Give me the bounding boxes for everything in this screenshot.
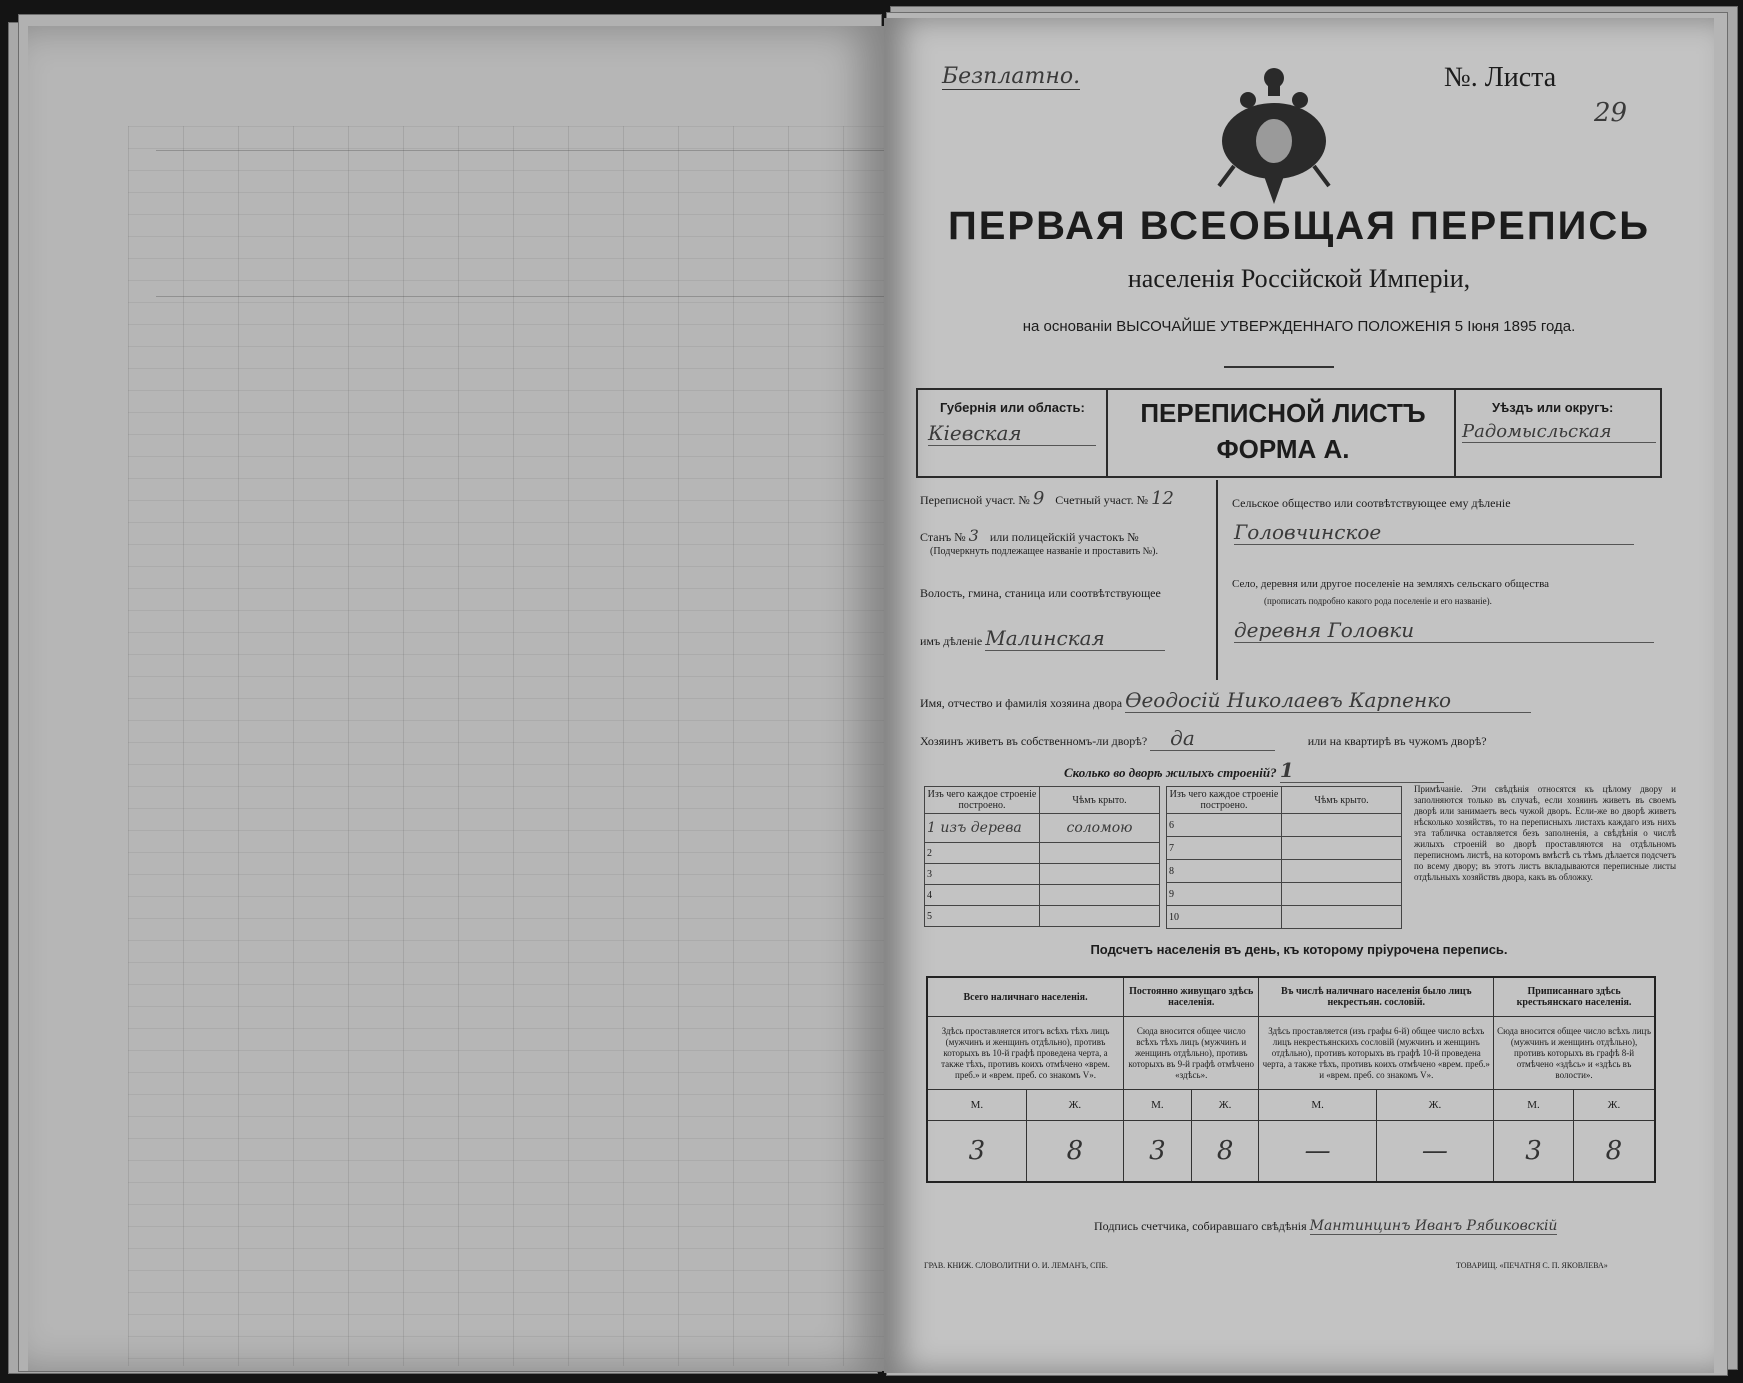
total-present-female: 8 bbox=[1026, 1121, 1123, 1183]
group-title-row bbox=[927, 977, 1655, 1017]
form-header-box bbox=[916, 388, 1662, 478]
table-row bbox=[1167, 814, 1402, 837]
table-row bbox=[1167, 883, 1402, 906]
census-area-field bbox=[920, 488, 1220, 509]
table-cell bbox=[1040, 864, 1160, 885]
right-page bbox=[884, 18, 1714, 1373]
own-yard-field bbox=[920, 726, 1670, 750]
form-title: ФОРМА А. bbox=[1216, 434, 1350, 464]
row-number: 6 bbox=[1167, 814, 1282, 837]
row-number: 9 bbox=[1167, 883, 1282, 906]
owner-value: Ѳеодосій Николаевъ Карпенко bbox=[1125, 688, 1531, 713]
count-title: Подсчетъ населенія въ день, къ которому пріурочена перепись. bbox=[1090, 942, 1508, 957]
legal-basis: на основаніи ВЫСОЧАЙШЕ УТВЕРЖДЕННАГО ПОЛОЖЕНІЯ 5 Іюня 1895 года. bbox=[1022, 318, 1576, 335]
total-present-desc: Здѣсь проставляется итогъ всѣхъ тѣхъ лицъ (мужчинъ и женщинъ отдѣльно), противъ которыхъ въ 10-й графѣ проведена черта, а также тѣхъ, противъ коихъ отмѣчено «врем. преб.» и «врем. преб. со знакомъ V». bbox=[927, 1017, 1124, 1090]
village-label: Село, деревня или другое поселеніе на земляхъ сельскаго общества bbox=[1232, 578, 1550, 590]
province-cell bbox=[918, 390, 1108, 476]
registered-peasant-male: 3 bbox=[1494, 1121, 1574, 1183]
male-label: М. bbox=[1124, 1090, 1192, 1121]
stan-field bbox=[920, 526, 1220, 545]
row-number: 10 bbox=[1167, 906, 1282, 929]
left-page bbox=[28, 26, 884, 1371]
stan-value: 3 bbox=[968, 526, 979, 545]
non-peasant-male: — bbox=[1259, 1121, 1376, 1183]
total-present-header: Всего наличнаго населенія. bbox=[927, 977, 1124, 1017]
village-note: (прописать подробно какого рода поселеніе и его названіе). bbox=[1264, 596, 1492, 606]
table-row bbox=[925, 864, 1160, 885]
owner-field bbox=[920, 688, 1670, 712]
census-area-label: Переписной участ. № bbox=[920, 493, 1030, 507]
permanent-desc: Сюда вносится общее число всѣхъ тѣхъ лицъ (мужчинъ и женщинъ отдѣльно), противъ которыхъ въ 9-й графѣ отмѣчено «здѣсь». bbox=[1124, 1017, 1259, 1090]
table-row bbox=[925, 814, 1160, 843]
ledger-grid bbox=[128, 126, 898, 1366]
police-label: или полицейскій участокъ № bbox=[989, 530, 1139, 544]
signature-value: Мантинцинъ Иванъ Рябиковскій bbox=[1309, 1218, 1558, 1234]
imprint-right: ТОВАРИЩ. «ПЕЧАТНЯ С. П. ЯКОВЛЕВА» bbox=[1456, 1261, 1608, 1270]
table-row bbox=[925, 906, 1160, 927]
owner-label: Имя, отчество и фамилія хозяина двора bbox=[920, 696, 1123, 710]
volost-field bbox=[920, 626, 1220, 650]
population-count-table bbox=[926, 976, 1656, 1183]
rent-label: или на квартирѣ въ чужомъ дворѣ? bbox=[1307, 734, 1487, 748]
material-value: изъ дерева bbox=[940, 820, 1022, 836]
row-number: 7 bbox=[1167, 837, 1282, 860]
female-label: Ж. bbox=[1376, 1090, 1493, 1121]
material-header: Изъ чего каждое строеніе построено. bbox=[925, 787, 1040, 814]
table-cell bbox=[1040, 885, 1160, 906]
volost-value: Малинская bbox=[985, 626, 1165, 651]
row-number: 2 bbox=[925, 843, 1040, 864]
female-label: Ж. bbox=[1026, 1090, 1123, 1121]
buildings-value: 1 bbox=[1280, 758, 1444, 783]
table-row bbox=[925, 885, 1160, 906]
note-text: Примѣчаніе. Эти свѣдѣнія относятся къ цѣлому двору и заполняются только въ случаѣ, если хозяинъ живетъ въ своемъ дворѣ или занимаетъ весь чужой дворъ. Если-же во дворѣ живетъ нѣсколько хозяйствъ, то на переписныхъ листахъ каждаго изъ нихъ эта табличка оставляется безъ заполненія, а свѣдѣнія о числѣ жилыхъ строеній во дворѣ проставляются на отдѣльномъ переписномъ листѣ, на которомъ вмѣстѣ съ тѣмъ дѣлается подсчетъ по всему двору; въ этотъ листъ вкладываются переписные листы отдѣльныхъ хозяйствъ двора, какъ въ обложку. bbox=[1414, 784, 1676, 882]
row-number: 4 bbox=[925, 885, 1040, 906]
registered-peasant-desc: Сюда вносится общее число всѣхъ лицъ (мужчинъ и женщинъ отдѣльно), противъ которыхъ въ графѣ 8-й отмѣчено «здѣсь» и «здѣсь въ волости». bbox=[1494, 1017, 1655, 1090]
permanent-female: 8 bbox=[1191, 1121, 1259, 1183]
district-value: Радомысльская bbox=[1462, 421, 1656, 443]
roof-header: Чѣмъ крыто. bbox=[1282, 787, 1402, 814]
roof-value: соломою bbox=[1040, 814, 1160, 843]
ornament-divider bbox=[1224, 366, 1334, 368]
permanent-male: 3 bbox=[1124, 1121, 1192, 1183]
census-subtitle: населенія Россійской Имперіи, bbox=[1127, 264, 1471, 293]
sheet-label: №. Листа bbox=[1444, 62, 1557, 93]
table-cell bbox=[1282, 837, 1402, 860]
male-label: М. bbox=[927, 1090, 1026, 1121]
buildings-table-left bbox=[924, 786, 1160, 927]
row-number: 3 bbox=[925, 864, 1040, 885]
table-cell bbox=[1282, 814, 1402, 837]
sex-label-row bbox=[927, 1090, 1655, 1121]
table-cell bbox=[1282, 883, 1402, 906]
permanent-header: Постоянно живущаго здѣсь населенія. bbox=[1124, 977, 1259, 1017]
sheet-number-block bbox=[1444, 62, 1684, 128]
faded-table-header bbox=[156, 150, 896, 297]
society-label: Сельское общество или соотвѣтствующее ему дѣленіе bbox=[1232, 496, 1511, 510]
table-header-row bbox=[925, 787, 1160, 814]
male-label: М. bbox=[1494, 1090, 1574, 1121]
buildings-table-right bbox=[1166, 786, 1402, 929]
village-value: деревня Головки bbox=[1234, 618, 1654, 643]
imprint-left: ГРАВ. КНИЖ. СЛОВОЛИТНИ О. И. ЛЕМАНЪ, СПБ. bbox=[924, 1261, 1108, 1270]
signature-label: Подпись счетчика, собиравшаго свѣдѣнія bbox=[1094, 1219, 1307, 1233]
non-peasant-header: Въ числѣ наличнаго населенія было лицъ некрестьян. сословій. bbox=[1259, 977, 1494, 1017]
table-row bbox=[1167, 860, 1402, 883]
count-area-value: 12 bbox=[1151, 488, 1175, 509]
registered-peasant-header: Приписаннаго здѣсь крестьянскаго населенія. bbox=[1494, 977, 1655, 1017]
volost-label: Волость, гмина, станица или соотвѣтствующее bbox=[920, 586, 1161, 600]
table-cell bbox=[1282, 906, 1402, 929]
district-cell bbox=[1454, 390, 1662, 476]
own-yard-label: Хозяинъ живетъ въ собственномъ-ли дворѣ? bbox=[920, 734, 1148, 748]
table-cell bbox=[1040, 906, 1160, 927]
row-number: 8 bbox=[1167, 860, 1282, 883]
list-title: ПЕРЕПИСНОЙ ЛИСТЪ bbox=[1140, 398, 1426, 428]
table-row bbox=[1167, 906, 1402, 929]
double-headed-eagle-emblem bbox=[1214, 56, 1334, 206]
female-label: Ж. bbox=[1191, 1090, 1259, 1121]
province-label: Губернія или область: bbox=[940, 400, 1085, 415]
count-values-row bbox=[927, 1121, 1655, 1183]
table-cell bbox=[925, 814, 1040, 843]
census-area-value: 9 bbox=[1032, 488, 1045, 509]
buildings-field bbox=[1064, 758, 1564, 782]
society-value: Головчинское bbox=[1234, 520, 1634, 545]
non-peasant-desc: Здѣсь проставляется (изъ графы 6-й) общее число всѣхъ лицъ некрестьянскихъ сословій (мужчинъ и женщинъ отдѣльно), противъ которыхъ въ графѣ 10-й проведена черта, а также тѣхъ, противъ коихъ отмѣчено «врем. преб.» и «врем. преб. со знакомъ V». bbox=[1259, 1017, 1494, 1090]
district-label: Уѣздъ или округъ: bbox=[1492, 400, 1614, 415]
police-note: (Подчеркнуть подлежащее названіе и проставить №). bbox=[930, 546, 1158, 557]
field-column-divider bbox=[1216, 480, 1218, 680]
female-label: Ж. bbox=[1573, 1090, 1655, 1121]
count-area-label: Счетный участ. № bbox=[1055, 493, 1149, 507]
table-header-row bbox=[1167, 787, 1402, 814]
province-value: Кіевская bbox=[928, 421, 1096, 446]
free-label: Безплатно. bbox=[942, 64, 1081, 89]
non-peasant-female: — bbox=[1376, 1121, 1493, 1183]
sheet-number: 29 bbox=[1594, 98, 1628, 128]
row-number: 5 bbox=[925, 906, 1040, 927]
total-present-male: 3 bbox=[927, 1121, 1026, 1183]
row-number: 1 bbox=[927, 820, 936, 836]
stan-label: Станъ № bbox=[920, 530, 966, 544]
signature-field bbox=[1094, 1218, 1694, 1234]
table-cell bbox=[1040, 843, 1160, 864]
material-header: Изъ чего каждое строеніе построено. bbox=[1167, 787, 1282, 814]
buildings-label: Сколько во дворѣ жилыхъ строеній? bbox=[1064, 765, 1277, 780]
table-row bbox=[1167, 837, 1402, 860]
group-desc-row bbox=[927, 1017, 1655, 1090]
male-label: М. bbox=[1259, 1090, 1376, 1121]
registered-peasant-female: 8 bbox=[1573, 1121, 1655, 1183]
census-title: ПЕРВАЯ ВСЕОБЩАЯ ПЕРЕПИСЬ bbox=[948, 204, 1650, 248]
table-cell bbox=[1282, 860, 1402, 883]
table-row bbox=[925, 843, 1160, 864]
volost-label-2: имъ дѣленіе bbox=[920, 634, 983, 648]
own-yard-value: да bbox=[1150, 726, 1275, 751]
roof-header: Чѣмъ крыто. bbox=[1040, 787, 1160, 814]
